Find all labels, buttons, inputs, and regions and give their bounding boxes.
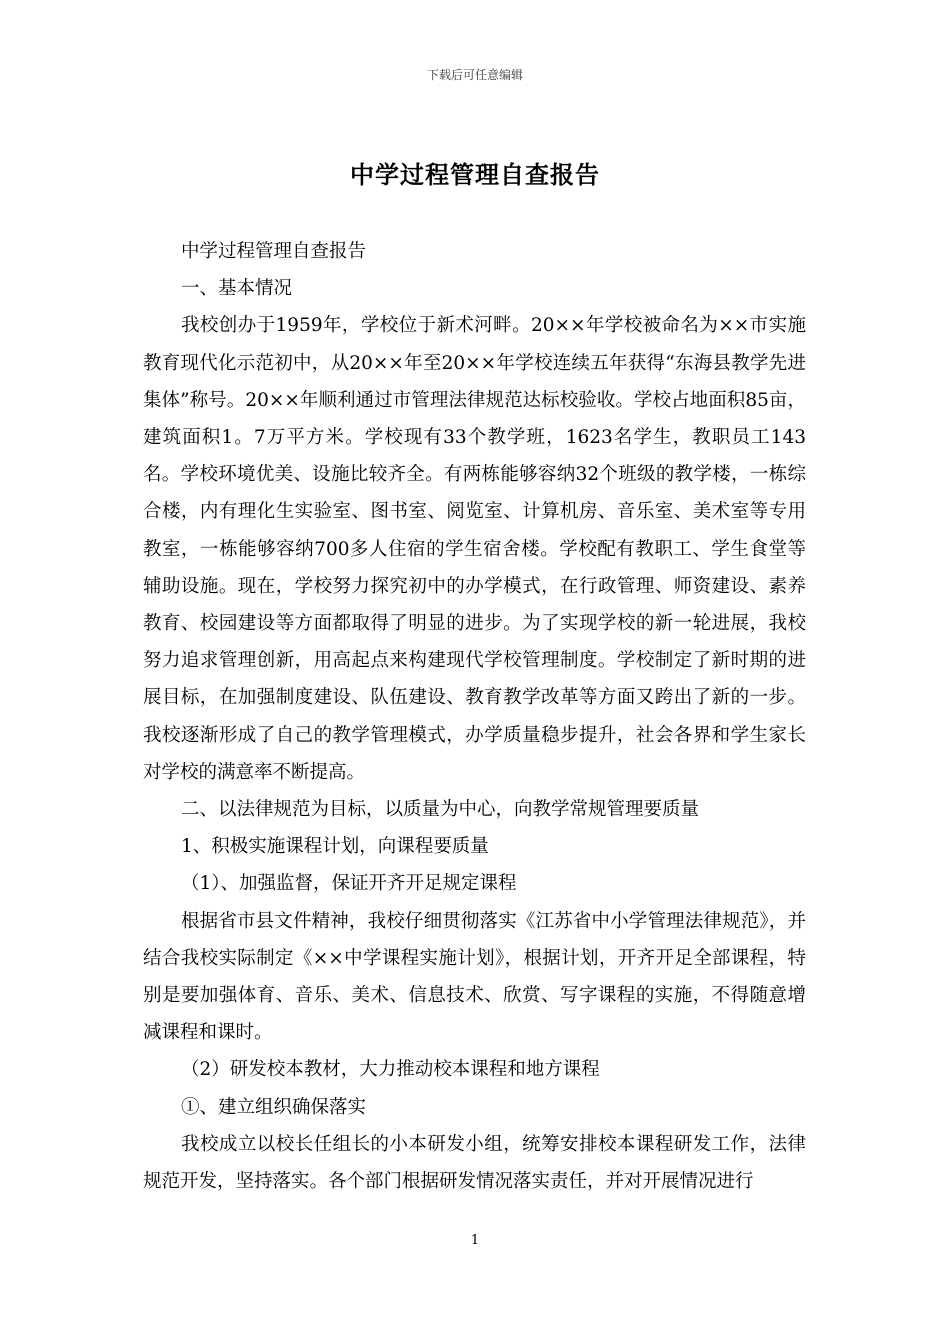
paragraph-school-overview: 我校创办于1959年，学校位于新术河畔。20××年学校被命名为××市实施教育现代化示范初中，从20××年至20××年学校连续五年获得“东海县教学先进集体”称号。20××年顺利通过市管理法律规范达标校验收。学校占地面积85亩，建筑面积1。7万平方米。学校现有33个教学班，1623名学生，教职员工143名。学校环境优美、设施比较齐全。有两栋能够容纳32个班级的教学楼，一栋综合楼，内有理化生实验室、图书室、阅览室、计算机房、音乐室、美术室等专用教室，一栋能够容纳700多人住宿的学生宿舍楼。学校配有教职工、学生食堂等辅助设施。现在，学校努力探究初中的办学模式，在行政管理、师资建设、素养教育、校园建设等方面都取得了明显的进步。为了实现学校的新一轮进展，我校努力追求管理创新，用高起点来构建现代学校管理制度。学校制定了新时期的进展目标，在加强制度建设、队伍建设、教育教学改革等方面又跨出了新的一步。我校逐渐形成了自己的教学管理模式，办学质量稳步提升，社会各界和学生家长对学校的满意率不断提高。: [143, 315, 806, 783]
header-note: 下载后可任意编辑: [426, 68, 523, 82]
document-body: [143, 233, 806, 1200]
section-heading-teaching-management: 二、以法律规范为目标，以质量为中心，向教学常规管理要质量: [181, 799, 700, 821]
section-heading-basic-info: 一、基本情况: [181, 278, 293, 300]
paragraph-subtitle: 中学过程管理自查报告: [181, 241, 367, 262]
subheading-curriculum-plan: 1、积极实施课程计划，向课程要质量: [181, 836, 489, 858]
subheading-organization: ①、建立组织确保落实: [181, 1096, 367, 1118]
subheading-supervision: （1）、加强监督，保证开齐开足规定课程: [181, 873, 517, 895]
paragraph-curriculum-implementation: 根据省市县文件精神，我校仔细贯彻落实《江苏省中小学管理法律规范》，并结合我校实际制定《××中学课程实施计划》，根据计划，开齐开足全部课程，特别是要加强体育、音乐、美术、信息技术、欣赏、写字课程的实施，不得随意增减课程和课时。: [143, 910, 806, 1044]
page-number: 1: [470, 1233, 480, 1248]
document-title: 中学过程管理自查报告: [350, 160, 600, 189]
paragraph-research-group: 我校成立以校长任组长的小本研发小组，统筹安排校本课程研发工作，法律规范开发，坚持落实。各个部门根据研发情况落实责任，并对开展情况进行: [143, 1133, 806, 1193]
subheading-school-textbooks: （2）研发校本教材，大力推动校本课程和地方课程: [181, 1059, 600, 1081]
